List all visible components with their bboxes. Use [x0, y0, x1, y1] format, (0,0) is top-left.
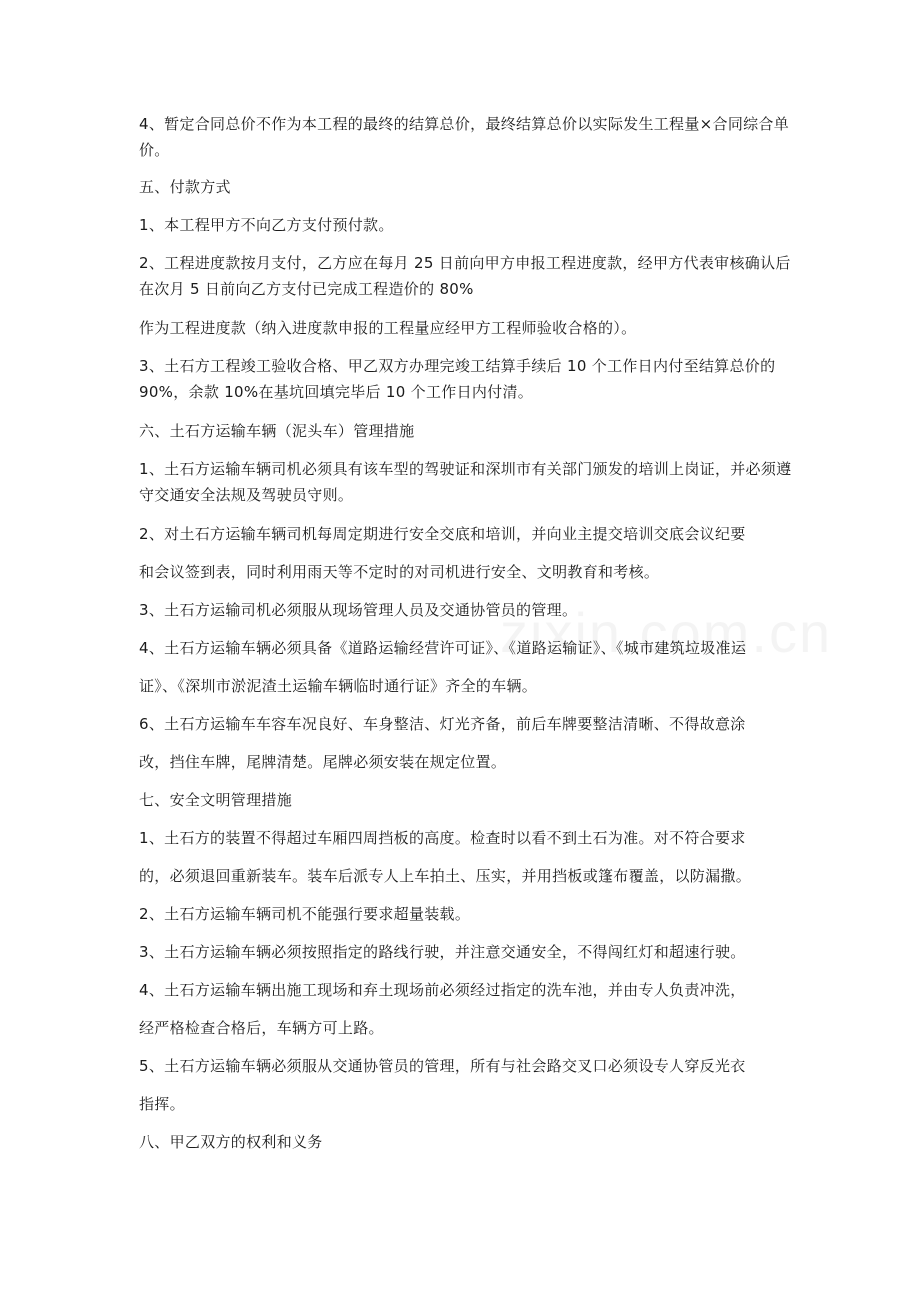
paragraph-payment-1: 1、本工程甲方不向乙方支付预付款。	[139, 216, 394, 234]
paragraph-vehicles-6: 6、土石方运输车车容车况良好、车身整洁、灯光齐备，前后车牌要整洁清晰、不得故意涂	[139, 715, 746, 733]
paragraph-safety-5-cont: 指挥。	[139, 1095, 185, 1113]
section-heading-rights: 八、甲乙双方的权利和义务	[139, 1133, 323, 1151]
paragraph-vehicles-2-cont: 和会议签到表，同时利用雨天等不定时的对司机进行安全、文明教育和考核。	[139, 563, 660, 581]
paragraph-safety-2: 2、土石方运输车辆司机不能强行要求超量装载。	[139, 905, 471, 923]
paragraph-safety-1-cont: 的，必须退回重新装车。装车后派专人上车拍土、压实，并用挡板或篷布覆盖，以防漏撒。	[139, 867, 752, 885]
paragraph-safety-5: 5、土石方运输车辆必须服从交通协管员的管理，所有与社会路交叉口必须设专人穿反光衣	[139, 1057, 746, 1075]
paragraph-vehicles-2: 2、对土石方运输车辆司机每周定期进行安全交底和培训，并向业主提交培训交底会议纪要	[139, 525, 746, 543]
paragraph-payment-2-cont: 作为工程进度款（纳入进度款申报的工程量应经甲方工程师验收合格的）。	[139, 319, 637, 337]
paragraph-safety-4: 4、土石方运输车辆出施工现场和弃土现场前必须经过指定的洗车池，并由专人负责冲洗，	[139, 981, 746, 999]
section-heading-payment: 五、付款方式	[139, 178, 231, 196]
paragraph-contract-price-note: 4、暂定合同总价不作为本工程的最终的结算总价，最终结算总价以实际发生工程量×合同综合单价。	[139, 115, 790, 159]
paragraph-vehicles-4-cont: 证》、《深圳市淤泥渣土运输车辆临时通行证》齐全的车辆。	[139, 677, 538, 695]
paragraph-payment-3: 3、土石方工程竣工验收合格、甲乙双方办理完竣工结算手续后 10 个工作日内付至结算总价的 90%，余款 10%在基坑回填完毕后 10 个工作日内付清。	[139, 357, 776, 401]
paragraph-payment-2: 2、工程进度款按月支付，乙方应在每月 25 日前向甲方申报工程进度款，经甲方代表审核确认后在次月 5 日前向乙方支付已完成工程造价的 80%	[139, 254, 791, 298]
paragraph-vehicles-1: 1、土石方运输车辆司机必须具有该车型的驾驶证和深圳市有关部门颁发的培训上岗证，并必须遵守交通安全法规及驾驶员守则。	[139, 460, 792, 504]
paragraph-vehicles-4: 4、土石方运输车辆必须具备《道路运输经营许可证》、《道路运输证》、《城市建筑垃圾准运	[139, 639, 747, 657]
section-heading-safety: 七、安全文明管理措施	[139, 791, 293, 809]
section-heading-vehicles: 六、土石方运输车辆（泥头车）管理措施	[139, 422, 415, 440]
paragraph-vehicles-6-cont: 改，挡住车牌，尾牌清楚。尾牌必须安装在规定位置。	[139, 753, 507, 771]
paragraph-safety-4-cont: 经严格检查合格后，车辆方可上路。	[139, 1019, 384, 1037]
paragraph-safety-1: 1、土石方的装置不得超过车厢四周挡板的高度。检查时以看不到土石为准。对不符合要求	[139, 829, 746, 847]
paragraph-vehicles-3: 3、土石方运输司机必须服从现场管理人员及交通协管员的管理。	[139, 601, 578, 619]
paragraph-safety-3: 3、土石方运输车辆必须按照指定的路线行驶，并注意交通安全，不得闯红灯和超速行驶。	[139, 943, 746, 961]
